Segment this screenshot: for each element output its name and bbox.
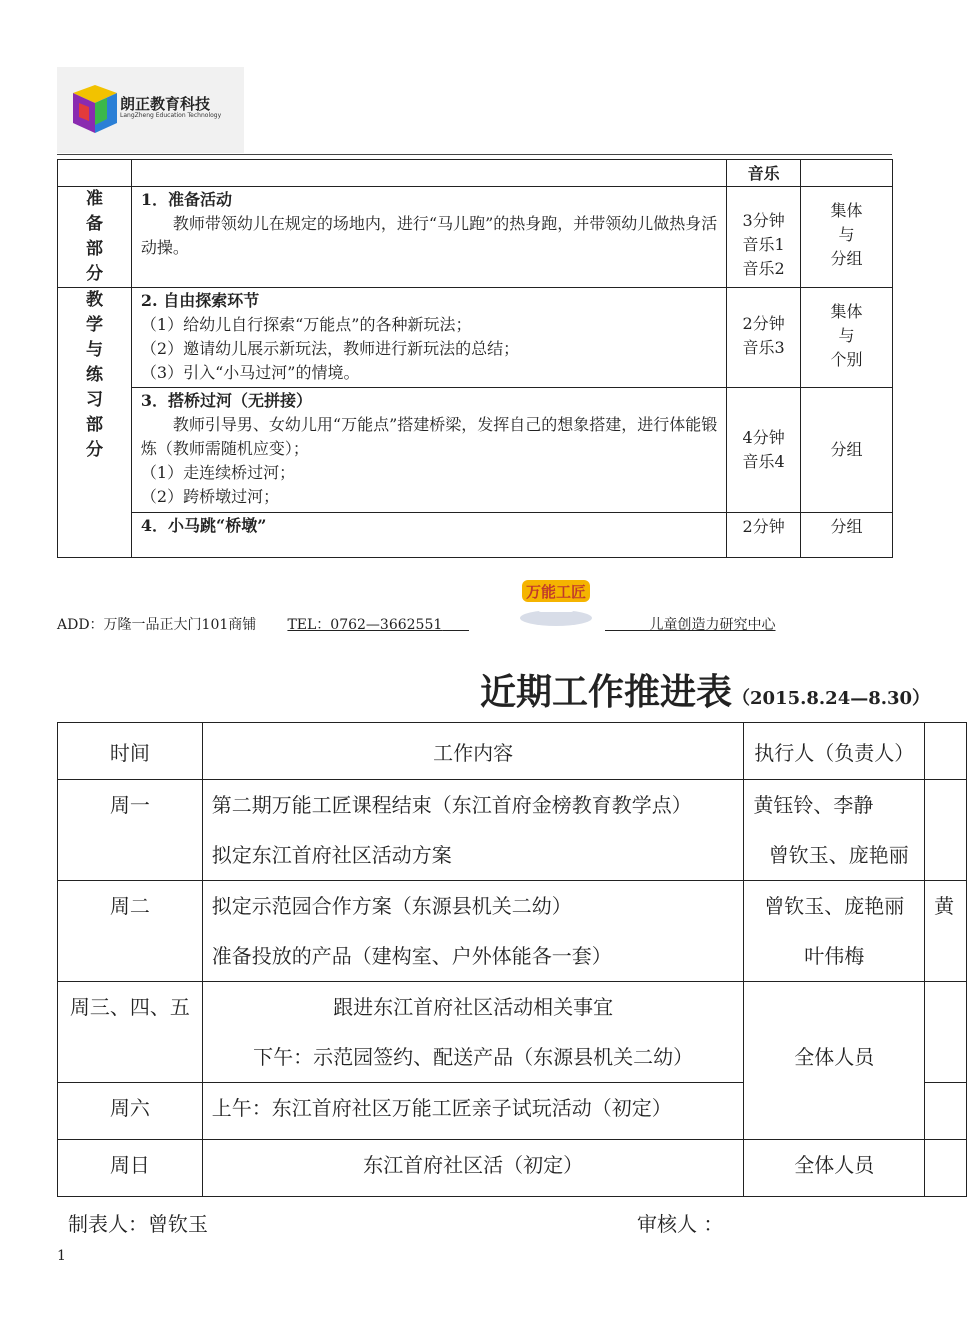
schedule-owner: 曾钦玉、庞艳丽 叶伟梅 bbox=[744, 881, 925, 982]
plan-row-group: 集体 与 个别 bbox=[801, 288, 893, 388]
plan-head-empty-1 bbox=[58, 160, 132, 187]
plan-row-content bbox=[131, 288, 726, 388]
footer-address: ADD：万隆一品正大门101商铺 bbox=[57, 617, 257, 633]
page-footer bbox=[57, 614, 469, 634]
plan-row-title: 2. 自由探索环节 bbox=[140, 291, 260, 310]
table-maker: 制表人：曾钦玉 bbox=[68, 1212, 208, 1236]
schedule-day: 周日 bbox=[58, 1140, 203, 1197]
plan-head-empty-2 bbox=[131, 160, 726, 187]
schedule-title: 近期工作推进表（2015.8.24—8.30） bbox=[480, 671, 931, 713]
footer-phone: TEL：0762—3662551 bbox=[287, 617, 443, 633]
thinkertoy-logo-icon bbox=[516, 572, 596, 628]
logo-name: 朗正教育科技 bbox=[120, 95, 211, 113]
logo-subtitle: LangZheng Education Technology bbox=[120, 112, 222, 119]
schedule-content: 跟进东江首府社区活动相关事宜 下午：示范园签约、配送产品（东源县机关二幼） bbox=[202, 982, 744, 1083]
footer-center-name: 儿童创造力研究中心 bbox=[649, 617, 776, 633]
schedule-content: 第二期万能工匠课程结束（东江首府金榜教育教学点） 拟定东江首府社区活动方案 bbox=[202, 780, 744, 881]
plan-row-content bbox=[131, 187, 726, 288]
section-label: 准备部分 bbox=[58, 187, 132, 288]
plan-row-group: 集体 与 分组 bbox=[801, 187, 893, 288]
plan-row-line: （1）走连续桥过河； bbox=[140, 463, 296, 482]
table-reviewer: 审核人 ： bbox=[637, 1212, 724, 1236]
schedule-extra bbox=[925, 780, 967, 881]
schedule-content: 拟定示范园合作方案（东源县机关二幼） 准备投放的产品（建构室、户外体能各一套） bbox=[202, 881, 744, 982]
lesson-plan-table bbox=[57, 159, 893, 558]
plan-row-group: 分组 bbox=[801, 388, 893, 513]
plan-row-line: （2）邀请幼儿展示新玩法，教师进行新玩法的总结； bbox=[140, 339, 520, 358]
plan-row-title: 1．准备活动 bbox=[140, 190, 233, 209]
plan-row-content bbox=[131, 388, 726, 513]
svg-text:万能工匠: 万能工匠 bbox=[525, 583, 587, 601]
schedule-header-extra bbox=[925, 723, 967, 780]
plan-row-content bbox=[131, 513, 726, 558]
schedule-extra: 黄 bbox=[925, 881, 967, 982]
plan-row-time: 2分钟 音乐3 bbox=[727, 288, 801, 388]
section-label: 教学与练习部分 bbox=[58, 288, 132, 558]
schedule-extra bbox=[925, 982, 967, 1083]
schedule-content: 东江首府社区活（初定） bbox=[202, 1140, 744, 1197]
plan-row-line: （2）跨桥墩过河； bbox=[140, 487, 280, 506]
page-number: 1 bbox=[57, 1248, 66, 1264]
brand-logo bbox=[516, 572, 596, 628]
schedule-owner: 全体人员 bbox=[744, 982, 925, 1140]
plan-row-time: 3分钟 音乐1 音乐2 bbox=[727, 187, 801, 288]
schedule-header: 时间 bbox=[58, 723, 203, 780]
schedule-header: 执行人（负责人） bbox=[744, 723, 925, 780]
header-divider bbox=[57, 154, 892, 155]
plan-row-title: 4．小马跳“桥墩” bbox=[140, 516, 267, 535]
schedule-extra bbox=[925, 1140, 967, 1197]
plan-row-title: 3．搭桥过河（无拼接） bbox=[140, 391, 313, 410]
plan-row-line: （3）引入“小马过河”的情境。 bbox=[140, 363, 360, 382]
plan-head-empty-4 bbox=[801, 160, 893, 187]
plan-row-time: 2分钟 bbox=[727, 513, 801, 558]
plan-row-line: 教师带领幼儿在规定的场地内，进行“马儿跑”的热身跑，并带领幼儿做热身活动操。 bbox=[140, 214, 718, 257]
schedule-table bbox=[57, 722, 967, 1197]
plan-row-line: 教师引导男、女幼儿用“万能点”搭建桥梁，发挥自己的想象搭建，进行体能锻炼（教师需随机应变）； bbox=[140, 415, 718, 458]
schedule-day: 周一 bbox=[58, 780, 203, 881]
schedule-owner: 黄钰铃、李静 曾钦玉、庞艳丽 bbox=[744, 780, 925, 881]
schedule-owner: 全体人员 bbox=[744, 1140, 925, 1197]
cube-logo-icon bbox=[65, 81, 125, 141]
schedule-day: 周三、四、五 bbox=[58, 982, 203, 1083]
schedule-header: 工作内容 bbox=[202, 723, 744, 780]
schedule-date: （2015.8.24—8.30） bbox=[732, 688, 931, 709]
schedule-extra bbox=[925, 1083, 967, 1140]
plan-row-line: （1）给幼儿自行探索“万能点”的各种新玩法； bbox=[140, 315, 472, 334]
schedule-day: 周二 bbox=[58, 881, 203, 982]
schedule-content: 上午：东江首府社区万能工匠亲子试玩活动（初定） bbox=[202, 1083, 744, 1140]
plan-head-music: 音乐 bbox=[727, 160, 801, 187]
plan-row-group: 分组 bbox=[801, 513, 893, 558]
plan-row-time: 4分钟 音乐4 bbox=[727, 388, 801, 513]
schedule-day: 周六 bbox=[58, 1083, 203, 1140]
